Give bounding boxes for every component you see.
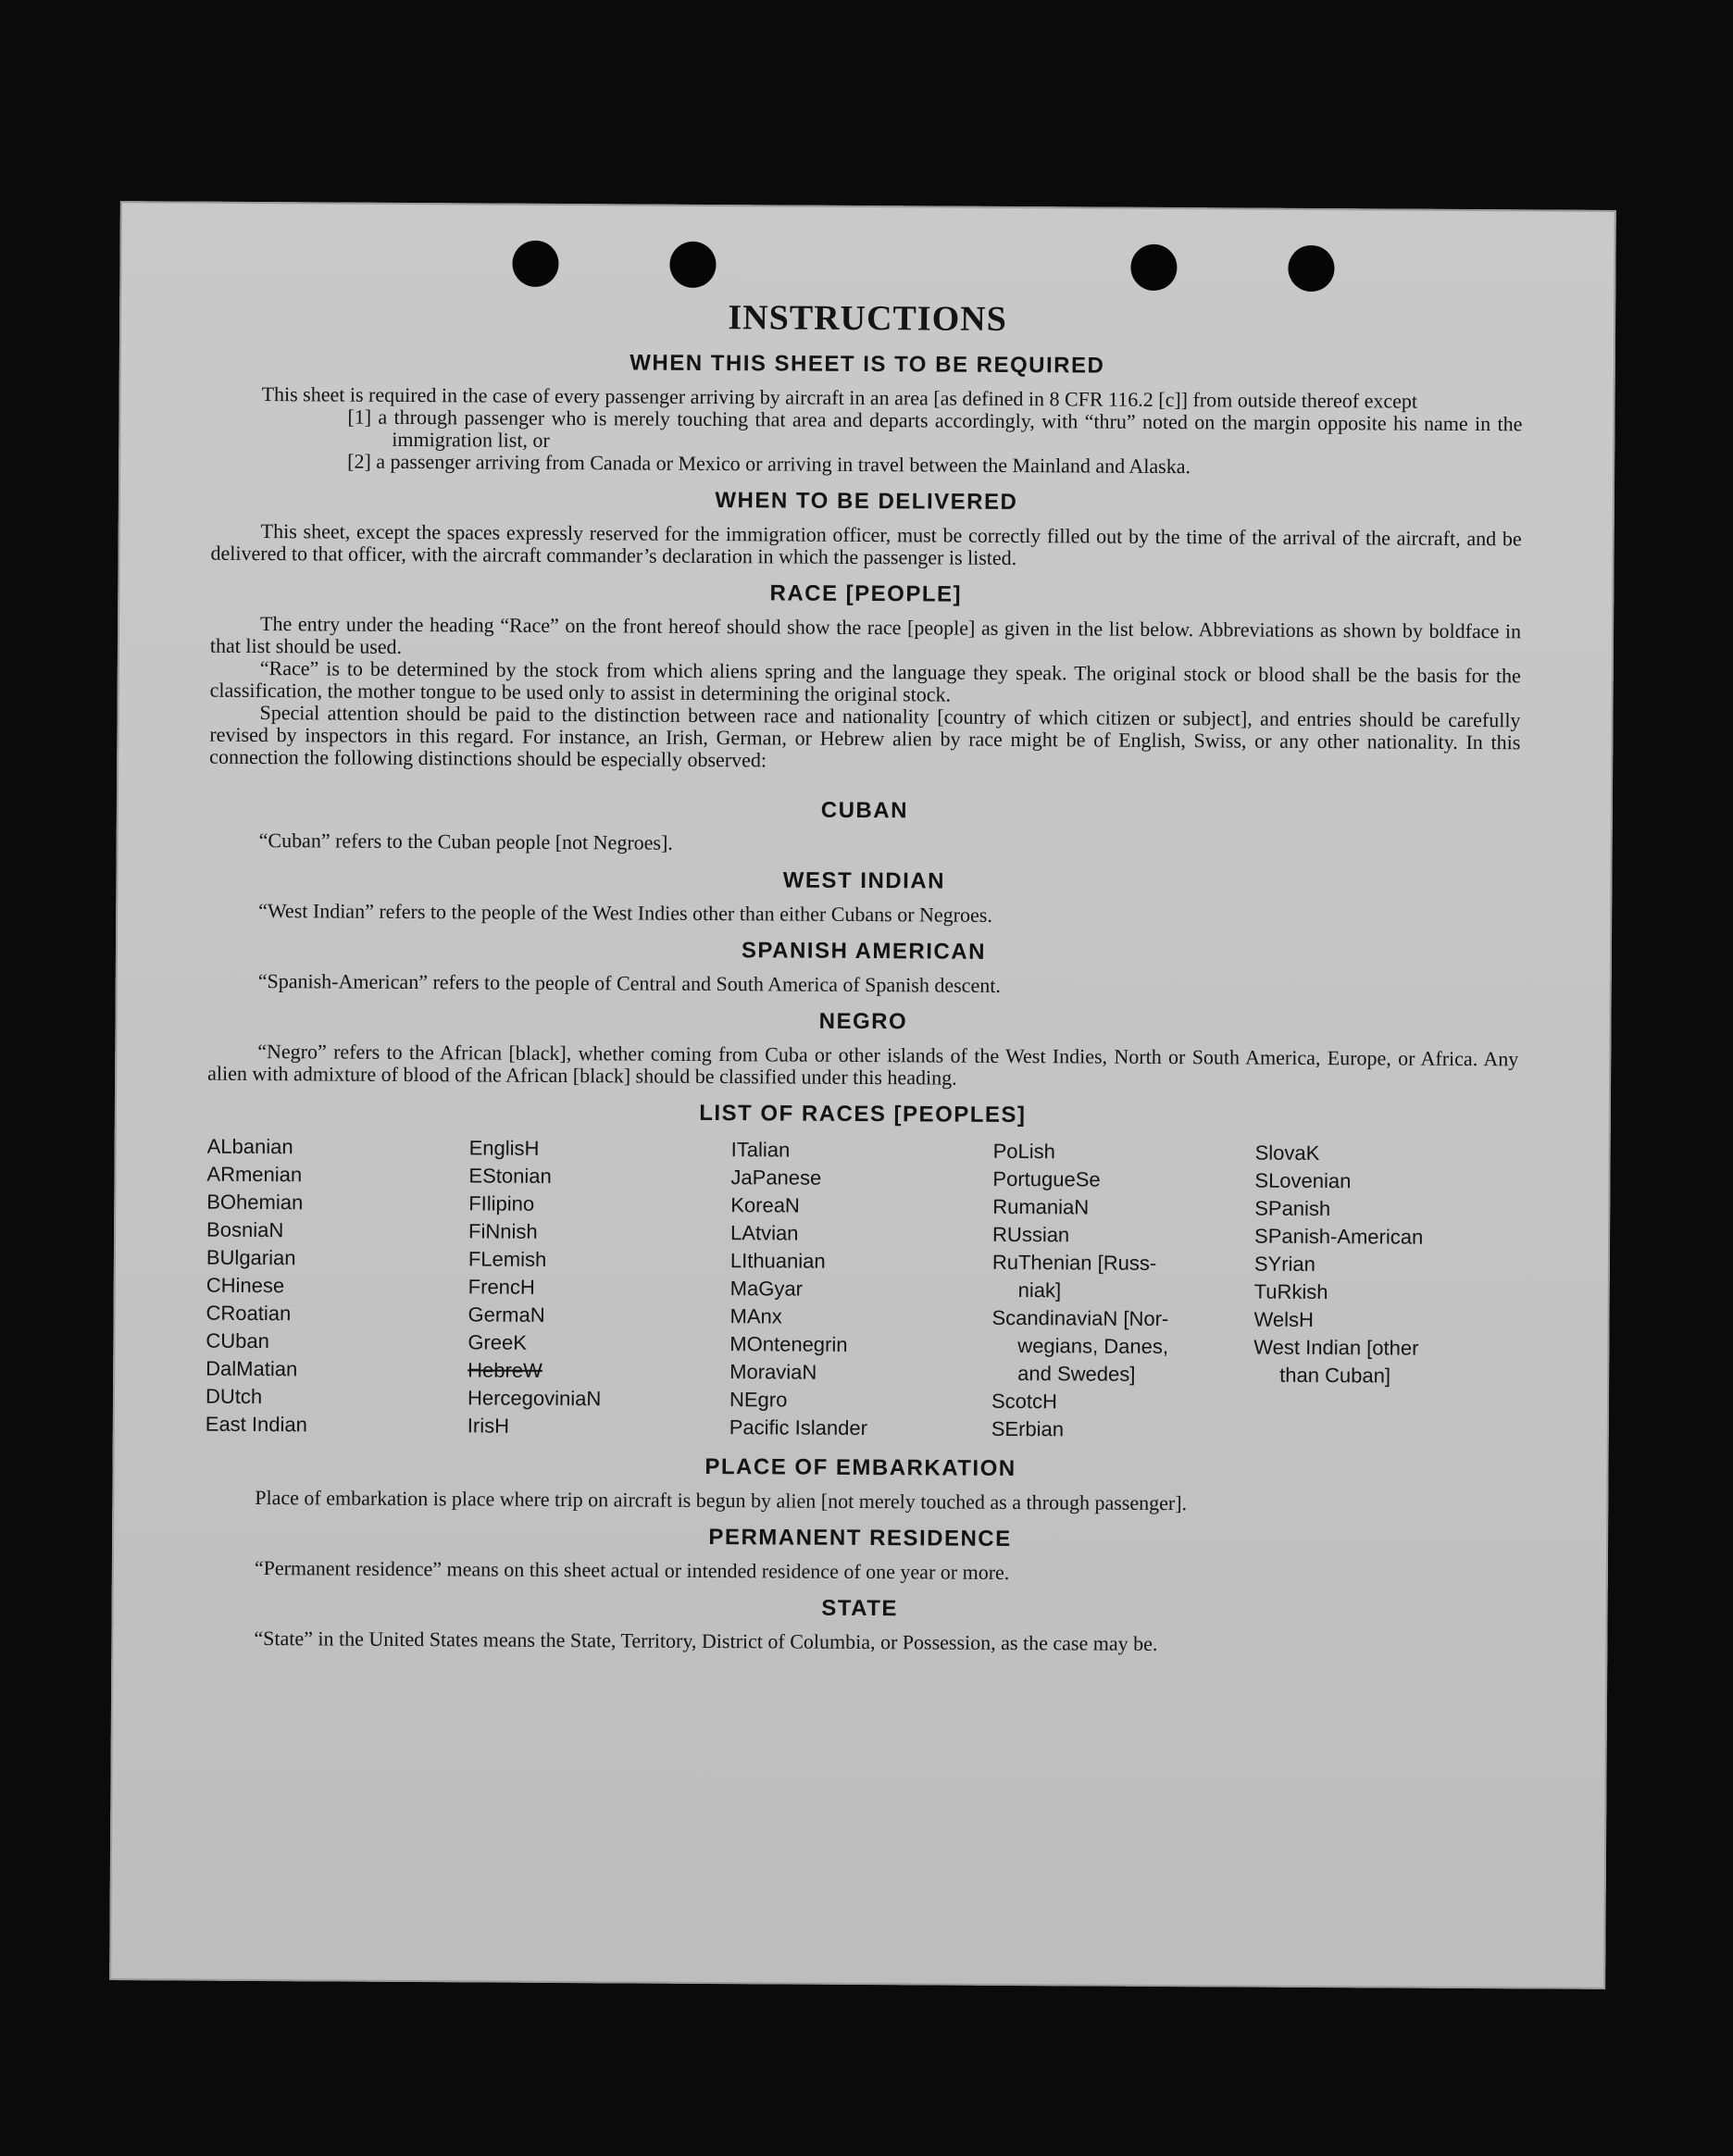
race-entry: CRoatian bbox=[206, 1301, 292, 1326]
races-list bbox=[206, 1133, 1518, 1447]
race-entry: KoreaN bbox=[730, 1193, 800, 1217]
state-text: “State” in the United States means the State, Territory, District of Columbia, or Possession, as the case may be. bbox=[254, 1626, 1158, 1655]
race-entry: SlovaK bbox=[1254, 1140, 1320, 1165]
race-entry: FIlipino bbox=[468, 1191, 535, 1215]
race-entry: MAnx bbox=[729, 1304, 782, 1328]
race-entry: Pacific Islander bbox=[729, 1415, 868, 1440]
heading-list-of-races: LIST OF RACES [PEOPLES] bbox=[699, 1100, 1027, 1128]
race-entry: SPanish bbox=[1254, 1196, 1331, 1221]
race-entry: PoLish bbox=[992, 1139, 1055, 1164]
race-entry: FrencH bbox=[468, 1275, 535, 1299]
race-entry: SErbian bbox=[991, 1416, 1065, 1441]
heading-when-delivered: WHEN TO BE DELIVERED bbox=[715, 488, 1018, 516]
race-entry-continued: than Cuban] bbox=[1279, 1363, 1391, 1388]
race-entry-continued: niak] bbox=[1017, 1278, 1062, 1302]
heading-state: STATE bbox=[821, 1595, 898, 1622]
residence-text: “Permanent residence” means on this sheet actual or intended residence of one year or more. bbox=[254, 1555, 1010, 1584]
race-entry: West Indian [other bbox=[1253, 1335, 1419, 1360]
race-entry: MaGyar bbox=[729, 1277, 804, 1301]
race-entry: CHinese bbox=[206, 1273, 285, 1298]
race-entry: EStonian bbox=[468, 1164, 552, 1188]
race-entry: RuThenian [Russ- bbox=[991, 1250, 1157, 1275]
race-entry: FLemish bbox=[468, 1247, 547, 1271]
race-paragraph-3: Special attention should be paid to the distinction between race and nationality [country of which citizen or subject], and entries should be carefully revised by inspectors in this regard. For instance, an Irish, German, or Hebrew alien by race might be of English, Swiss, or any other nationality. In this connection the following distinctions should be especially observed: bbox=[209, 701, 1521, 772]
race-entry: GermaN bbox=[468, 1302, 545, 1327]
race-entry: ScotcH bbox=[991, 1389, 1057, 1414]
heading-cuban: CUBAN bbox=[820, 797, 909, 824]
embarkation-text: Place of embarkation is place where trip on aircraft is begun by alien [not merely touched as a through passenger]. bbox=[255, 1485, 1188, 1515]
race-entry-struck: HebreW bbox=[468, 1358, 542, 1382]
race-entry: LAtvian bbox=[730, 1221, 799, 1245]
heading-west-indian: WEST INDIAN bbox=[782, 867, 946, 894]
heading-embarkation: PLACE OF EMBARKATION bbox=[704, 1453, 1016, 1482]
race-entry: ITalian bbox=[730, 1138, 791, 1162]
race-entry: BUlgarian bbox=[206, 1245, 296, 1270]
race-entry: LIthuanian bbox=[729, 1249, 826, 1273]
race-entry: MoraviaN bbox=[729, 1360, 817, 1384]
cuban-text: “Cuban” refers to the Cuban people [not Negroes]. bbox=[258, 829, 673, 854]
west-indian-text: “West Indian” refers to the people of the West Indies other than either Cubans or Negroes. bbox=[258, 899, 992, 927]
race-entry: East Indian bbox=[205, 1412, 307, 1437]
race-entry: BOhemian bbox=[206, 1190, 304, 1215]
race-entry: PortugueSe bbox=[992, 1166, 1101, 1191]
race-entry: JaPanese bbox=[730, 1165, 822, 1190]
race-entry: SLovenian bbox=[1254, 1168, 1352, 1193]
races-column-5 bbox=[1253, 1140, 1518, 1447]
race-entry: RumaniaN bbox=[992, 1194, 1090, 1219]
heading-permanent-residence: PERMANENT RESIDENCE bbox=[708, 1524, 1012, 1552]
race-entry: SPanish-American bbox=[1254, 1224, 1424, 1249]
required-intro: This sheet is required in the case of every passenger arriving by aircraft in an area [as defined in 8 CFR 116.2 [c]] from outside thereof except bbox=[261, 382, 1418, 413]
race-entry: NEgro bbox=[729, 1388, 788, 1412]
race-entry: DalMatian bbox=[206, 1356, 298, 1381]
spanish-american-text: “Spanish-American” refers to the people of Central and South America of Spanish descent. bbox=[257, 969, 1001, 997]
race-entry-continued: wegians, Danes, bbox=[1017, 1334, 1169, 1359]
race-entry: GreeK bbox=[468, 1330, 528, 1354]
race-entry: EnglisH bbox=[468, 1136, 540, 1160]
heading-spanish-american: SPANISH AMERICAN bbox=[741, 938, 987, 965]
heading-when-required: WHEN THIS SHEET IS TO BE REQUIRED bbox=[630, 350, 1105, 379]
exception-item-2: [2] a passenger arriving from Canada or Mexico or arriving in travel between the Mainland and Alaska. bbox=[347, 449, 1191, 479]
negro-text: “Negro” refers to the African [black], whether coming from Cuba or other islands of the West Indies, North or South America, Europe, or Africa. Any alien with admixture of blood of the African [black] should be classified under this heading. bbox=[207, 1040, 1519, 1090]
document-sheet bbox=[109, 201, 1616, 1989]
race-entry: FiNnish bbox=[468, 1219, 538, 1243]
race-entry: MOntenegrin bbox=[729, 1332, 848, 1356]
race-entry: IrisH bbox=[467, 1414, 510, 1438]
instructions-content bbox=[204, 294, 1523, 1658]
exception-item-1: [1] a through passenger who is merely touching that area and departs accordingly, with “thru” noted on the margin opposite his name in the immigration list, or bbox=[347, 405, 1523, 452]
race-entry: RUssian bbox=[992, 1222, 1070, 1247]
race-entry: ALbanian bbox=[206, 1134, 293, 1159]
punch-hole bbox=[1130, 244, 1177, 291]
race-entry: WelsH bbox=[1253, 1307, 1314, 1331]
races-column-2 bbox=[468, 1134, 731, 1441]
race-entry: SYrian bbox=[1253, 1252, 1316, 1276]
race-entry: BosniaN bbox=[206, 1217, 284, 1242]
punch-hole bbox=[669, 242, 716, 288]
page-title: INSTRUCTIONS bbox=[728, 298, 1007, 339]
punch-hole bbox=[1288, 245, 1334, 292]
heading-negro: NEGRO bbox=[818, 1008, 908, 1035]
races-column-1 bbox=[206, 1133, 469, 1440]
race-entry: CUban bbox=[206, 1328, 269, 1353]
race-paragraph-2: “Race” is to be determined by the stock from which aliens spring and the language they speak. The original stock or blood shall be the basis for the classification, the mother tongue to be used only to assist in determining the original stock. bbox=[209, 656, 1521, 706]
race-entry: DUtch bbox=[205, 1384, 263, 1409]
races-column-4 bbox=[991, 1138, 1255, 1445]
races-column-3 bbox=[729, 1136, 993, 1443]
heading-race: RACE [PEOPLE] bbox=[769, 580, 963, 607]
race-entry: ScandinaviaN [Nor- bbox=[991, 1305, 1169, 1331]
delivered-text: This sheet, except the spaces expressly reserved for the immigration officer, must be correctly filled out by the time of the arrival of the aircraft, and be delivered to that officer, with the aircraft commander’s declaration in which the passenger is listed. bbox=[210, 519, 1522, 570]
race-entry: TuRkish bbox=[1253, 1279, 1328, 1304]
race-entry-continued: and Swedes] bbox=[1017, 1362, 1136, 1386]
race-paragraph-1: The entry under the heading “Race” on the front hereof should show the race [people] as given in the list below. Abbreviations as shown by boldface in that list should be used. bbox=[209, 612, 1522, 658]
race-entry: ARmenian bbox=[206, 1162, 303, 1187]
race-entry: HercegoviniaN bbox=[467, 1386, 602, 1411]
punch-hole bbox=[512, 241, 558, 287]
